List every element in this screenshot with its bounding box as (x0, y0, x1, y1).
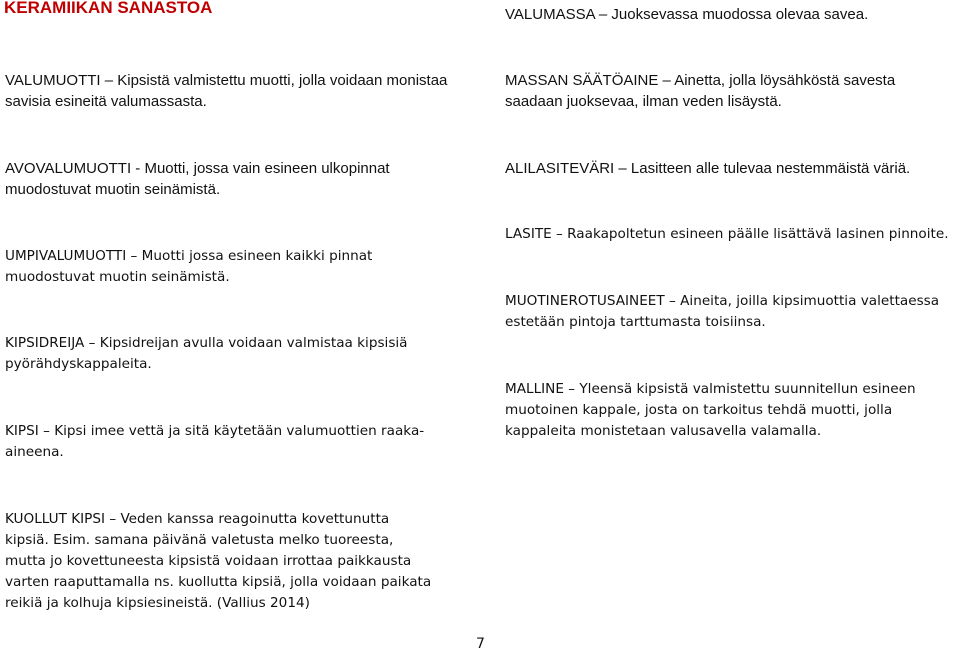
term-massan-saatoaine: MASSAN SÄÄTÖAINE – Ainetta, jolla löysähköstä savesta saadaan juoksevaa, ilman veden lisäystä. (505, 72, 896, 110)
term-alilasitevari: ALILASITEVÄRI – Lasitteen alle tulevaa nestemmäistä väriä. (505, 160, 911, 177)
term-kipsi: KIPSI – Kipsi imee vettä ja sitä käytetään valumuottien raaka-aineena. (5, 423, 425, 460)
term-kipsidreija: KIPSIDREIJA – Kipsidreijan avulla voidaan valmistaa kipsisiä pyörähdyskappaleita. (5, 335, 408, 372)
term-malline: MALLINE – Yleensä kipsistä valmistettu suunnitellun esineen muotoinen kappale, josta on tarkoitus tehdä muotti, jolla kappaleita monistetaan valusavella valamalla. (505, 381, 916, 439)
term-avovalumuotti: AVOVALUMUOTTI - Muotti, jossa vain esineen ulkopinnat muodostuvat muotin seinämistä. (5, 160, 390, 198)
term-muotinerotusaineet: MUOTINEROTUSAINEET – Aineita, joilla kipsimuottia valettaessa estetään pintoja tarttumasta toisiinsa. (505, 293, 940, 330)
term-kuollut-kipsi: KUOLLUT KIPSI – Veden kanssa reagoinutta kovettunutta kipsiä. Esim. samana päivänä valetusta melko tuoreesta, mutta jo kovettuneesta kipsistä voidaan irrottaa paikkausta varten raaputtamalla ns. kuollutta kipsiä, jolla voidaan paikata reikiä ja kolhuja kipsiesineistä. (Vallius 2014) (5, 511, 432, 611)
term-valumassa: VALUMASSA – Juoksevassa muodossa olevaa savea. (505, 6, 869, 23)
page-number: 7 (476, 636, 485, 652)
page-title: KERAMIIKAN SANASTOA (4, 0, 213, 17)
term-valumuotti: VALUMUOTTI – Kipsistä valmistettu muotti, jolla voidaan monistaa savisia esineitä valumassasta. (5, 72, 448, 110)
term-lasite: LASITE – Raakapoltetun esineen päälle lisättävä lasinen pinnoite. (505, 226, 949, 242)
term-umpivalumuotti: UMPIVALUMUOTTI – Muotti jossa esineen kaikki pinnat muodostuvat muotin seinämistä. (5, 248, 373, 285)
